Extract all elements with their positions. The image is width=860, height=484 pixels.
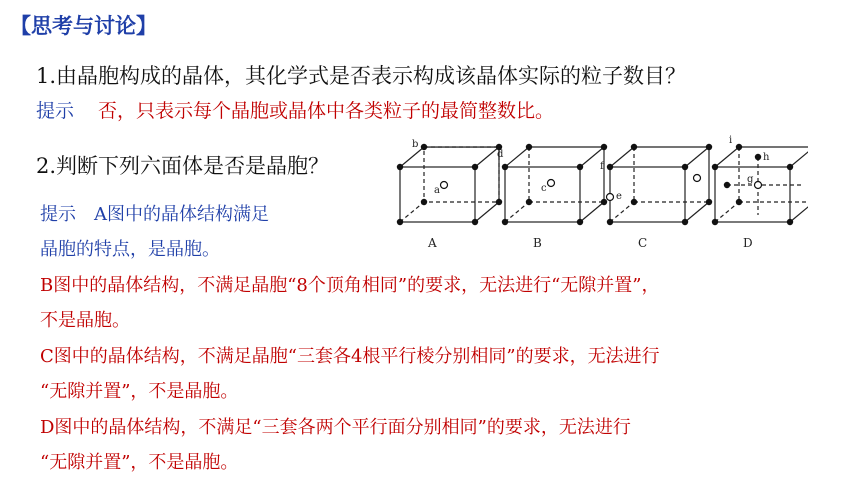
label-c-e: e (616, 191, 622, 202)
section-heading: 【思考与讨论】 (10, 13, 157, 38)
cube-a (400, 147, 499, 222)
label-a-b: b (412, 139, 419, 150)
caption-c: C (638, 236, 648, 250)
cube-c (610, 147, 709, 222)
caption-a: A (428, 236, 437, 250)
caption-b: B (533, 236, 542, 250)
answer-line-c-1: C图中的晶体结构，不满足晶胞“三套各4根平行棱分别相同”的要求，无法进行 (40, 346, 660, 367)
hint-2-tag: 提示 (40, 204, 76, 225)
hint-1 (36, 96, 554, 123)
label-d-g: g (747, 174, 754, 185)
label-d-i: i (729, 135, 733, 146)
answer-line-b-2: 不是晶胞。 (40, 310, 130, 331)
answer-line-d-1: D图中的晶体结构，不满足“三套各两个平行面分别相同”的要求，无法进行 (40, 417, 631, 438)
label-b-d: d (497, 149, 504, 160)
hint-1-tag: 提示 (36, 100, 75, 122)
answer-line-b-1: B图中的晶体结构，不满足晶胞“8个顶角相同”的要求，无法进行“无隙并置”， (40, 275, 660, 296)
caption-d: D (743, 236, 753, 250)
hint-1-text: 否，只表示每个晶胞或晶体中各类粒子的最简整数比。 (98, 100, 555, 122)
answer-line-c-2: “无隙并置”，不是晶胞。 (40, 381, 239, 402)
hint-2-line-b: 晶胞的特点，是晶胞。 (40, 239, 220, 260)
label-b-c: c (541, 183, 547, 194)
question-1: 1.由晶胞构成的晶体，其化学式是否表示构成该晶体实际的粒子数目？ (36, 64, 687, 88)
answer-line-d-2: “无隙并置”，不是晶胞。 (40, 452, 239, 473)
question-2: 2.判断下列六面体是否是晶胞？ (36, 154, 330, 178)
label-d-h: h (763, 152, 770, 163)
hint-2-line-a: A图中的晶体结构满足 (94, 204, 269, 225)
label-a-a: a (434, 185, 440, 196)
hexahedron-figure (388, 135, 808, 255)
label-c-f: f (600, 161, 604, 172)
hint-2-first-line (40, 200, 269, 226)
